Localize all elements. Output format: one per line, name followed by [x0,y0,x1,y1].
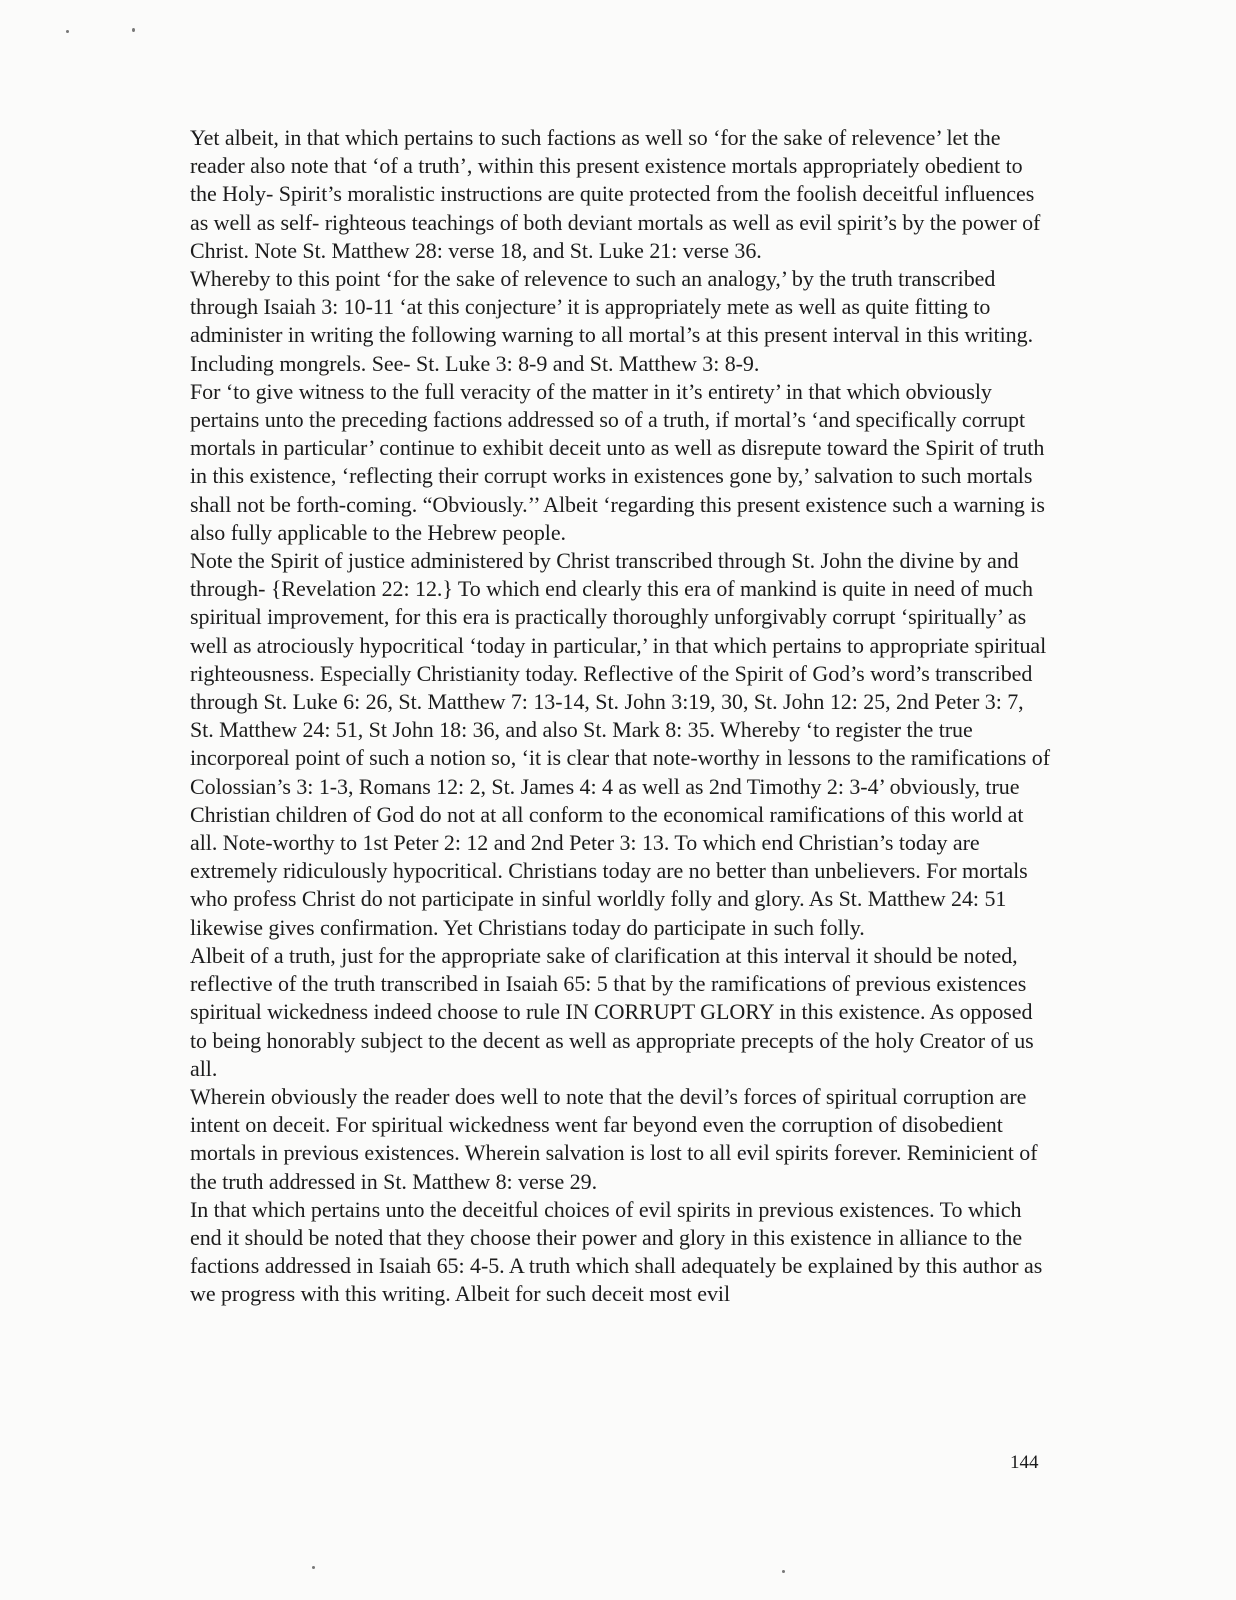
body-text [190,124,1052,1309]
paragraph: For ‘to give witness to the full veracity of the matter in it’s entirety’ in that which obviously pertains unto the preceding factions addressed so of a truth, if mortal’s ‘and specifically corrupt mortals in particular’ continue to exhibit deceit unto as well as disrepute toward the Spirit of truth in this existence, ‘reflecting their corrupt works in existences gone by,’ salvation to such mortals shall not be forth-coming. “Obviously.’’ Albeit ‘regarding this present existence such a warning is also fully applicable to the Hebrew people. [190,378,1045,545]
scan-speck [66,30,69,33]
scan-speck [782,1570,785,1573]
scan-speck [312,1566,315,1569]
page-number: 144 [1010,1452,1039,1473]
paragraph: Albeit of a truth, just for the appropriate sake of clarification at this interval it should be noted, reflective of the truth transcribed in Isaiah 65: 5 that by the ramifications of previous existences spiritual wickedness indeed choose to rule IN CORRUPT GLORY in this existence. As opposed to being honorably subject to the decent as well as appropriate precepts of the holy Creator of us all. [190,942,1034,1081]
paragraph: Yet albeit, in that which pertains to such factions as well so ‘for the sake of relevence’ let the reader also note that ‘of a truth’, within this present existence mortals appropriately obedient to the Holy- Spirit’s moralistic instructions are quite protected from the foolish deceitful influences as well as self- righteous teachings of both deviant mortals as well as evil spirit’s by the power of Christ. Note St. Matthew 28: verse 18, and St. Luke 21: verse 36. [190,125,1041,263]
scan-speck [132,28,135,32]
paragraph: In that which pertains unto the deceitful choices of evil spirits in previous existences. To which end it should be noted that they choose their power and glory in this existence in alliance to the factions addressed in Isaiah 65: 4-5. A truth which shall adequately be explained by this author as we progress with this writing. Albeit for such deceit most evil [190,1196,1043,1307]
paragraph: Whereby to this point ‘for the sake of relevence to such an analogy,’ by the truth transcribed through Isaiah 3: 10-11 ‘at this conjecture’ it is appropriately mete as well as quite fitting to administer in writing the following warning to all mortal’s at this present interval in this writing. Including mongrels. See- St. Luke 3: 8-9 and St. Matthew 3: 8-9. [190,266,1034,376]
paragraph: Note the Spirit of justice administered by Christ transcribed through St. John the divine by and through- {Revelation 22: 12.} To which end clearly this era of mankind is quite in need of much spiritual improvement, for this era is practically thoroughly unforgivably corrupt ‘spiritually’ as well as atrociously hypocritical ‘today in particular,’ in that which pertains to appropriate spiritual righteousness. Especially Christianity today. Reflective of the Spirit of God’s word’s transcribed through St. Luke 6: 26, St. Matthew 7: 13-14, St. John 3:19, 30, St. John 12: 25, 2nd Peter 3: 7, St. Matthew 24: 51, St John 18: 36, and also St. Mark 8: 35. Whereby ‘to register the true incorporeal point of such a notion so, ‘it is clear that note-worthy in lessons to the ramifications of Colossian’s 3: 1-3, Romans 12: 2, St. James 4: 4 as well as 2nd Timothy 2: 3-4’ obviously, true Christian children of God do not at all conform to the economical ramifications of this world at all. Note-worthy to 1st Peter 2: 12 and 2nd Peter 3: 13. To which end Christian’s today are extremely ridiculously hypocritical. Christians today are no better than unbelievers. For mortals who profess Christ do not participate in sinful worldly folly and glory. As St. Matthew 24: 51 likewise gives confirmation. Yet Christians today do participate in such folly. [190,548,1050,940]
paragraph: Wherein obviously the reader does well to note that the devil’s forces of spiritual corruption are intent on deceit. For spiritual wickedness went far beyond even the corruption of disobedient mortals in previous existences. Wherein salvation is lost to all evil spirits forever. Reminicient of the truth addressed in St. Matthew 8: verse 29. [190,1083,1038,1194]
